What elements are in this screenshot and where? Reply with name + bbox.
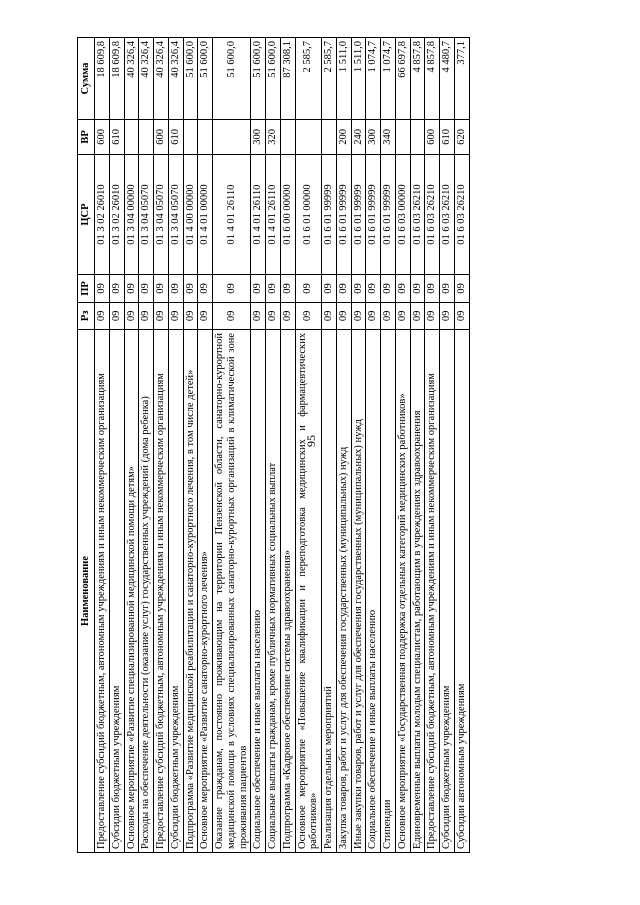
header-pr: ПР: [78, 275, 95, 302]
row-rz: 09: [183, 302, 198, 329]
row-rz: 09: [139, 302, 154, 329]
row-name: Социальные выплаты гражданам, кроме публичных нормативных социальных выплат: [266, 329, 281, 852]
table-row: [213, 38, 251, 853]
row-vr: [213, 120, 251, 155]
row-name: Подпрограмма «Кадровое обеспечение системы здравоохранения»: [280, 329, 295, 852]
row-csr: 01 6 03 26210: [425, 154, 440, 275]
row-pr: 09: [454, 275, 469, 302]
row-pr: 09: [351, 275, 366, 302]
row-csr: 01 6 01 99999: [336, 154, 351, 275]
row-csr: 01 3 04 00000: [124, 154, 139, 275]
row-rz: 09: [266, 302, 281, 329]
table-row: [425, 38, 440, 853]
row-pr: 09: [154, 275, 169, 302]
row-vr: [280, 120, 295, 155]
row-csr: 01 6 01 99999: [351, 154, 366, 275]
table-row: [266, 38, 281, 853]
row-pr: 09: [440, 275, 455, 302]
row-csr: 01 4 00 00000: [183, 154, 198, 275]
row-csr: 01 6 03 00000: [395, 154, 410, 275]
row-sum: 87 308,1: [280, 38, 295, 120]
row-csr: 01 6 00 00000: [280, 154, 295, 275]
table-row: [454, 38, 469, 853]
table-row: [295, 38, 322, 853]
header-vr: ВР: [78, 120, 95, 155]
row-name: Основное мероприятие «Государственная поддержка отдельных категорий медицинских работников»: [395, 329, 410, 852]
row-vr: 200: [336, 120, 351, 155]
row-sum: 4 857,8: [410, 38, 425, 120]
row-vr: 610: [440, 120, 455, 155]
row-sum: 51 600,0: [213, 38, 251, 120]
row-pr: 09: [395, 275, 410, 302]
row-vr: 610: [109, 120, 124, 155]
row-pr: 09: [109, 275, 124, 302]
row-vr: [124, 120, 139, 155]
row-pr: 09: [425, 275, 440, 302]
row-sum: 4 480,7: [440, 38, 455, 120]
row-csr: 01 6 03 26210: [454, 154, 469, 275]
row-rz: 09: [109, 302, 124, 329]
row-sum: 377,1: [454, 38, 469, 120]
row-pr: 09: [251, 275, 266, 302]
row-name: Подпрограмма «Развитие медицинской реабилитации и санаторно-курортного лечения, в том числе детей»: [183, 329, 198, 852]
row-pr: 09: [124, 275, 139, 302]
header-name: Наименование: [78, 329, 95, 852]
row-pr: 09: [381, 275, 396, 302]
row-pr: 09: [410, 275, 425, 302]
row-vr: 240: [351, 120, 366, 155]
row-rz: 09: [351, 302, 366, 329]
row-csr: 01 4 01 00000: [198, 154, 213, 275]
row-pr: 09: [366, 275, 381, 302]
table-row: [280, 38, 295, 853]
row-sum: 1 511,0: [336, 38, 351, 120]
row-rz: 09: [410, 302, 425, 329]
row-vr: [410, 120, 425, 155]
row-name: Предоставление субсидий бюджетным, автономным учреждениям и иным некоммерческим организациям: [95, 329, 110, 852]
table-row: [139, 38, 154, 853]
row-csr: 01 6 01 99999: [381, 154, 396, 275]
row-csr: 01 3 04 05070: [154, 154, 169, 275]
row-csr: 01 3 04 05070: [168, 154, 183, 275]
row-rz: 09: [336, 302, 351, 329]
row-vr: 320: [266, 120, 281, 155]
row-rz: 09: [251, 302, 266, 329]
table-row: [109, 38, 124, 853]
row-name: Предоставление субсидий бюджетным, автономным учреждениям и иным некоммерческим организациям: [154, 329, 169, 852]
row-pr: 09: [266, 275, 281, 302]
header-csr: ЦСР: [78, 154, 95, 275]
row-csr: 01 3 02 26010: [109, 154, 124, 275]
row-pr: 09: [168, 275, 183, 302]
row-name: Закупка товаров, работ и услуг для обеспечения государственных (муниципальных) нужд: [336, 329, 351, 852]
rotated-table-container: [77, 37, 470, 853]
table-row: [351, 38, 366, 853]
row-vr: 610: [168, 120, 183, 155]
row-csr: 01 3 04 05070: [139, 154, 154, 275]
row-vr: 600: [154, 120, 169, 155]
row-vr: [198, 120, 213, 155]
row-pr: 09: [95, 275, 110, 302]
table-row: [251, 38, 266, 853]
row-sum: 1 074,7: [366, 38, 381, 120]
row-rz: 09: [366, 302, 381, 329]
table-row: [198, 38, 213, 853]
row-name: Основное мероприятие «Развитие специализированной медицинской помощи детям»: [124, 329, 139, 852]
row-rz: 09: [440, 302, 455, 329]
table-body: [95, 38, 470, 853]
row-pr: 09: [198, 275, 213, 302]
row-name: Предоставление субсидий бюджетным, автономным учреждениям и иным некоммерческим организациям: [425, 329, 440, 852]
row-sum: 18 609,8: [95, 38, 110, 120]
row-vr: [395, 120, 410, 155]
row-name: Основное мероприятие «Повышение квалификации и переподготовка медицинских и фармацевтических работников»: [295, 329, 322, 852]
row-name: Субсидии бюджетным учреждениям: [168, 329, 183, 852]
row-csr: 01 4 01 26110: [213, 154, 251, 275]
row-sum: 40 326,4: [168, 38, 183, 120]
row-rz: 09: [381, 302, 396, 329]
row-rz: 09: [95, 302, 110, 329]
table-row: [336, 38, 351, 853]
row-pr: 09: [139, 275, 154, 302]
row-rz: 09: [124, 302, 139, 329]
row-vr: 340: [381, 120, 396, 155]
row-sum: 1 074,7: [381, 38, 396, 120]
row-sum: 51 600,0: [251, 38, 266, 120]
table-row: [322, 38, 337, 853]
row-name: Единовременные выплаты молодым специалистам, работающим в учреждениях здравоохранения: [410, 329, 425, 852]
row-csr: 01 4 01 26110: [266, 154, 281, 275]
table-row: [395, 38, 410, 853]
row-csr: 01 6 01 00000: [295, 154, 322, 275]
row-rz: 09: [213, 302, 251, 329]
row-vr: [295, 120, 322, 155]
row-vr: [139, 120, 154, 155]
row-vr: 300: [251, 120, 266, 155]
row-sum: 40 326,4: [124, 38, 139, 120]
table-row: [95, 38, 110, 853]
row-pr: 09: [213, 275, 251, 302]
row-csr: 01 6 03 26210: [440, 154, 455, 275]
row-sum: 40 326,4: [139, 38, 154, 120]
row-pr: 09: [336, 275, 351, 302]
row-sum: 51 600,0: [183, 38, 198, 120]
row-csr: 01 3 02 26010: [95, 154, 110, 275]
row-sum: 66 697,8: [395, 38, 410, 120]
table-row: [440, 38, 455, 853]
row-sum: 40 326,4: [154, 38, 169, 120]
table-row: [410, 38, 425, 853]
row-name: Социальное обеспечение и иные выплаты населению: [366, 329, 381, 852]
row-vr: 600: [425, 120, 440, 155]
row-rz: 09: [322, 302, 337, 329]
header-sum: Сумма: [78, 38, 95, 120]
row-vr: [183, 120, 198, 155]
row-rz: 09: [198, 302, 213, 329]
row-rz: 09: [154, 302, 169, 329]
row-sum: 2 585,7: [322, 38, 337, 120]
row-name: Субсидии бюджетным учреждениям: [109, 329, 124, 852]
page-number: 95: [304, 435, 318, 447]
row-sum: 2 585,7: [295, 38, 322, 120]
row-rz: 09: [168, 302, 183, 329]
row-rz: 09: [280, 302, 295, 329]
table-row: [381, 38, 396, 853]
budget-table: [77, 37, 470, 853]
row-vr: 300: [366, 120, 381, 155]
row-name: Иные закупки товаров, работ и услуг для обеспечения государственных (муниципальных) нужд: [351, 329, 366, 852]
table-header-row: [78, 38, 95, 853]
row-pr: 09: [295, 275, 322, 302]
row-pr: 09: [322, 275, 337, 302]
row-sum: 4 857,8: [425, 38, 440, 120]
row-name: Оказание гражданам, постоянно проживающим на территории Пензенской области, санаторно-курортной медицинской помощи в условиях специализированных санаторно-курортных организаций в климатической зоне проживания пациентов: [213, 329, 251, 852]
row-pr: 09: [280, 275, 295, 302]
row-name: Социальное обеспечение и иные выплаты населению: [251, 329, 266, 852]
row-rz: 09: [295, 302, 322, 329]
row-csr: 01 6 01 99999: [322, 154, 337, 275]
row-csr: 01 4 01 26110: [251, 154, 266, 275]
row-name: Основное мероприятие «Развитие санаторно-курортного лечения»: [198, 329, 213, 852]
table-row: [183, 38, 198, 853]
row-name: Субсидии бюджетным учреждениям: [440, 329, 455, 852]
row-rz: 09: [425, 302, 440, 329]
row-rz: 09: [395, 302, 410, 329]
row-sum: 1 511,0: [351, 38, 366, 120]
row-pr: 09: [183, 275, 198, 302]
row-vr: [322, 120, 337, 155]
row-vr: 620: [454, 120, 469, 155]
header-rz: Рз: [78, 302, 95, 329]
row-csr: 01 6 03 26210: [410, 154, 425, 275]
row-name: Стипендии: [381, 329, 396, 852]
row-rz: 09: [454, 302, 469, 329]
table-row: [366, 38, 381, 853]
row-name: Реализация отдельных мероприятий: [322, 329, 337, 852]
row-sum: 51 600,0: [198, 38, 213, 120]
row-vr: 600: [95, 120, 110, 155]
row-sum: 18 609,8: [109, 38, 124, 120]
table-row: [124, 38, 139, 853]
table-row: [154, 38, 169, 853]
table-row: [168, 38, 183, 853]
row-name: Расходы на обеспечение деятельности (оказание услуг) государственных учреждений (дома ребенка): [139, 329, 154, 852]
row-name: Субсидии автономным учреждениям: [454, 329, 469, 852]
row-sum: 51 600,0: [266, 38, 281, 120]
row-csr: 01 6 01 99999: [366, 154, 381, 275]
